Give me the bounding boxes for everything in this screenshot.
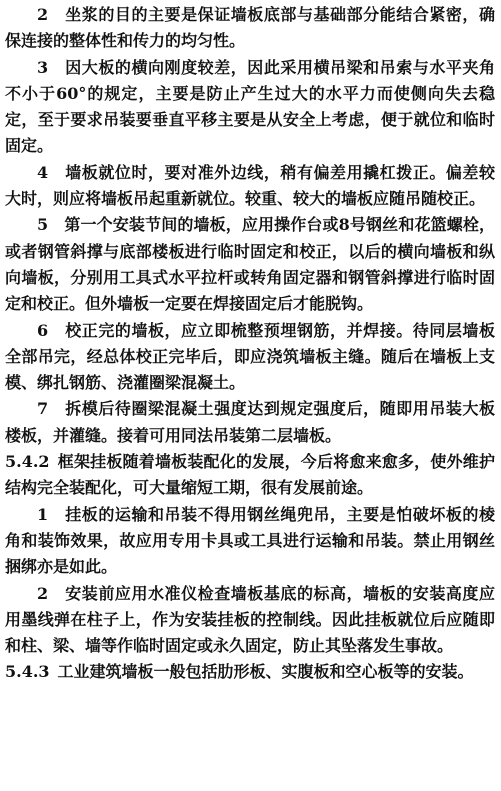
item-number: 4: [37, 162, 49, 182]
paragraph-text: 挂板的运输和吊装不得用钢丝绳兜吊，主要是怕破坏板的棱角和装饰效果，故应用专用卡具或工具进行运输和吊装。禁止用钢丝捆绑亦是如此。: [5, 504, 495, 577]
paragraph-text: 工业建筑墙板一般包括肋形板、实腹板和空心板等的安装。: [57, 662, 474, 682]
item-number: 7: [37, 399, 49, 419]
paragraph-text: 第一个安装节间的墙板，应用操作台或8号钢丝和花篮螺栓，或者钢管斜撑与底部楼板进行临时固定和校正，以后的横向墙板和纵向墙板，分别用工具式水平拉杆或转角固定器和钢管斜撑进行临时固定和校正。但外墙板一定要在焊接固定后才能脱钩。: [5, 215, 495, 314]
paragraph-item-2: [5, 2, 495, 55]
paragraph-item-3: [5, 55, 495, 160]
paragraph-text: 安装前应用水准仪检查墙板基底的标高，墙板的安装高度应用墨线弹在柱子上，作为安装挂板的控制线。因此挂板就位后应随即和柱、梁、墙等作临时固定或永久固定，防止其坠落发生事故。: [5, 583, 495, 656]
item-number: 6: [37, 320, 49, 340]
paragraph-item-1: [5, 502, 495, 581]
section-5-4-2: [5, 449, 495, 502]
item-number: 2: [37, 583, 49, 603]
paragraph-text: 墙板就位时，要对准外边线，稍有偏差用撬杠拨正。偏差较大时，则应将墙板吊起重新就位。较重、较大的墙板应随吊随校正。: [5, 162, 495, 209]
section-number: 5.4.2: [5, 452, 50, 472]
paragraph-item-2b: [5, 581, 495, 660]
section-number: 5.4.3: [5, 662, 50, 682]
item-number: 2: [37, 5, 49, 24]
paragraph-item-5: [5, 212, 495, 317]
paragraph-item-6: [5, 318, 495, 397]
paragraph-text: 框架挂板随着墙板装配化的发展，今后将愈来愈多，使外维护结构完全装配化，可大量缩短工期，很有发展前途。: [5, 452, 495, 498]
item-number: 1: [37, 504, 49, 524]
paragraph-text: 因大板的横向刚度较差，因此采用横吊梁和吊索与水平夹角不小于60°的规定，主要是防止产生过大的水平力而使侧向失去稳定，至于要求吊装要垂直平移主要是从安全上考虑，便于就位和临时固定。: [5, 57, 495, 156]
paragraph-text: 拆模后待圈梁混凝土强度达到规定强度后，随即用吊装大板楼板，并灌缝。接着可用同法吊装第二层墙板。: [5, 399, 495, 445]
paragraph-item-7: [5, 396, 495, 449]
paragraph-text: 校正完的墙板，应立即梳整预埋钢筋，并焊接。待同层墙板全部吊完，经总体校正完毕后，即应浇筑墙板主缝。随后在墙板上支模、绑扎钢筋、浇灌圈梁混凝土。: [5, 320, 495, 393]
paragraph-text: 坐浆的目的主要是保证墙板底部与基础部分能结合紧密，确保连接的整体性和传力的均匀性。: [5, 5, 495, 51]
item-number: 3: [37, 57, 49, 77]
paragraph-item-4: [5, 160, 495, 213]
section-5-4-3: [5, 659, 495, 685]
item-number: 5: [37, 215, 49, 235]
